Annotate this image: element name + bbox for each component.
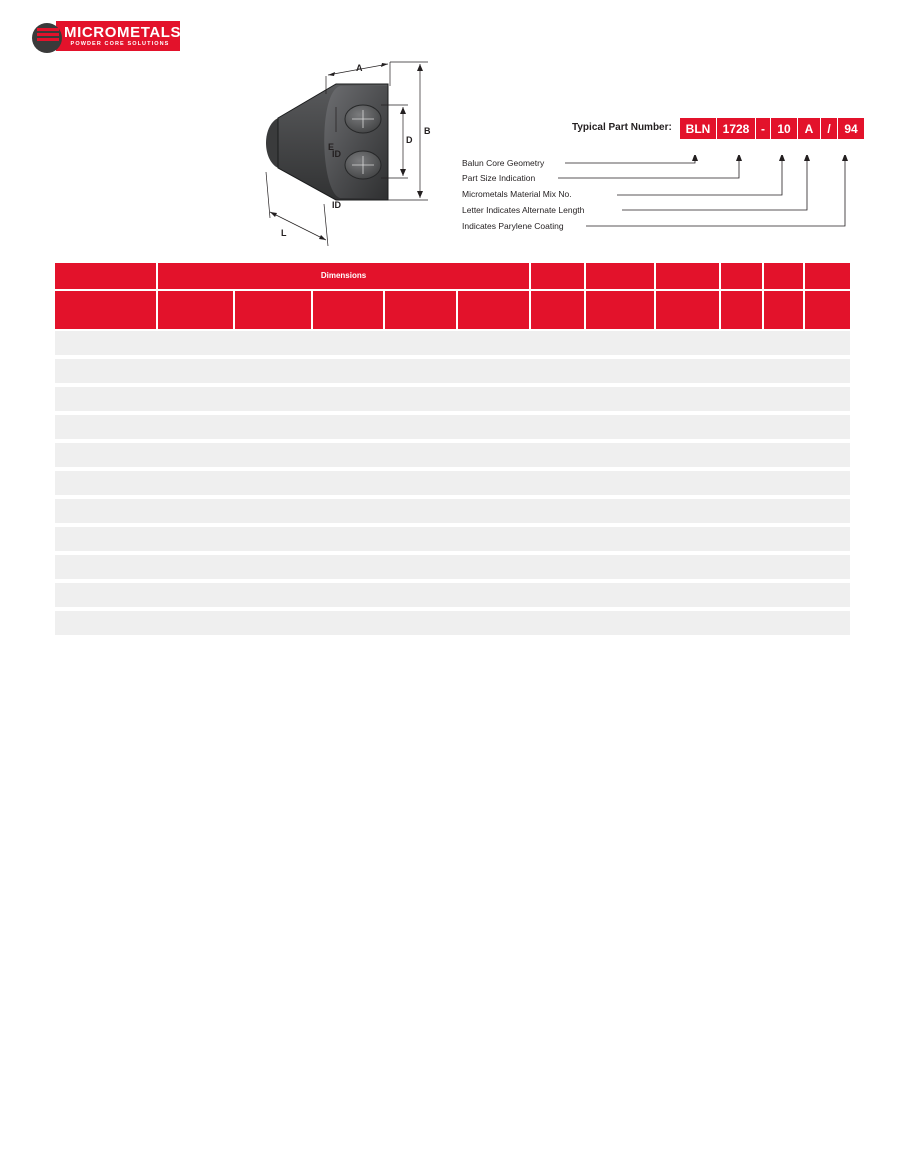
cell: [55, 527, 158, 551]
cell: [313, 555, 385, 579]
cell: [158, 359, 235, 383]
cell: [385, 387, 458, 411]
pn-segment-length-letter: A: [798, 118, 821, 139]
cell: [55, 387, 158, 411]
part-number-box: [679, 117, 865, 140]
cell: [805, 443, 850, 467]
cell: [586, 499, 656, 523]
cell: [656, 471, 721, 495]
th-group-c5: [764, 263, 805, 291]
cell: [586, 583, 656, 607]
cell: [385, 359, 458, 383]
cell: [586, 555, 656, 579]
cell: [721, 443, 764, 467]
callout-coating: Indicates Parylene Coating: [462, 221, 564, 231]
cell: [235, 415, 313, 439]
cell: [805, 583, 850, 607]
cell: [764, 331, 805, 355]
cell: [458, 443, 531, 467]
cell: [531, 471, 586, 495]
cell: [531, 331, 586, 355]
cell: [235, 471, 313, 495]
cell: [764, 359, 805, 383]
cell: [458, 359, 531, 383]
cell: [764, 611, 805, 635]
cell: [586, 415, 656, 439]
cell: [235, 359, 313, 383]
cell: [235, 555, 313, 579]
cell: [235, 443, 313, 467]
cell: [158, 443, 235, 467]
cell: [385, 611, 458, 635]
cell: [586, 471, 656, 495]
cell: [458, 331, 531, 355]
cell: [656, 555, 721, 579]
th-col-2: [235, 291, 313, 331]
cell: [531, 443, 586, 467]
cell: [721, 415, 764, 439]
pn-segment-coating: 94: [844, 121, 858, 136]
table-row[interactable]: [55, 611, 850, 635]
table-header-group-row: [55, 263, 850, 291]
pn-segment-dash: -: [756, 118, 771, 139]
table-row[interactable]: [55, 527, 850, 551]
th-col-6: [531, 291, 586, 331]
table-header-row: [55, 291, 850, 331]
cell: [586, 611, 656, 635]
cell: [458, 499, 531, 523]
dim-label-d: D: [406, 135, 413, 145]
balun-core-drawing: [248, 50, 448, 250]
cell: [55, 471, 158, 495]
cell: [764, 471, 805, 495]
cell: [721, 387, 764, 411]
cell: [764, 527, 805, 551]
cell: [385, 331, 458, 355]
logo-tagline: POWDER CORE SOLUTIONS: [70, 41, 170, 47]
cell: [313, 359, 385, 383]
th-group-c3: [656, 263, 721, 291]
cell: [721, 527, 764, 551]
cell: [586, 359, 656, 383]
cell: [235, 331, 313, 355]
cell: [158, 555, 235, 579]
callout-length: Letter Indicates Alternate Length: [462, 205, 585, 215]
th-col-11: [805, 291, 850, 331]
callout-leader-lines: [462, 155, 882, 247]
cell: [656, 443, 721, 467]
dim-label-e: E: [328, 142, 335, 152]
cell: [531, 583, 586, 607]
cell: [764, 443, 805, 467]
cell: [458, 471, 531, 495]
cell: [656, 611, 721, 635]
cell: [313, 415, 385, 439]
pn-segment-slash: /: [821, 118, 838, 139]
cell: [158, 499, 235, 523]
cell: [235, 583, 313, 607]
cell: [235, 611, 313, 635]
cell: [586, 527, 656, 551]
th-group-part-number: [55, 263, 158, 291]
cell: [531, 611, 586, 635]
th-col-9: [721, 291, 764, 331]
company-logo: [32, 19, 180, 55]
cell: [721, 499, 764, 523]
cell: [764, 583, 805, 607]
cell: [385, 527, 458, 551]
dim-label-a: A: [356, 63, 363, 73]
cell: [805, 387, 850, 411]
th-col-10: [764, 291, 805, 331]
cell: [805, 527, 850, 551]
specifications-table: [55, 263, 850, 635]
part-number-callouts: [462, 155, 882, 245]
cell: [531, 499, 586, 523]
cell: [55, 555, 158, 579]
cell: [385, 415, 458, 439]
table-body: [55, 331, 850, 635]
cell: [158, 331, 235, 355]
cell: [586, 331, 656, 355]
cell: [158, 611, 235, 635]
cell: [764, 499, 805, 523]
cell: [385, 471, 458, 495]
cell: [55, 611, 158, 635]
cell: [764, 387, 805, 411]
cell: [158, 387, 235, 411]
th-col-5: [458, 291, 531, 331]
callout-geometry: Balun Core Geometry: [462, 158, 545, 168]
th-col-4: [385, 291, 458, 331]
cell: [531, 527, 586, 551]
cell: [764, 555, 805, 579]
cell: [458, 387, 531, 411]
dim-label-id-bottom: ID: [332, 200, 341, 210]
cell: [313, 527, 385, 551]
cell: [55, 415, 158, 439]
cell: [656, 499, 721, 523]
balun-core-svg: [248, 50, 448, 250]
cell: [158, 415, 235, 439]
table-row[interactable]: [55, 443, 850, 467]
cell: [721, 471, 764, 495]
th-col-3: [313, 291, 385, 331]
cell: [805, 611, 850, 635]
cell: [656, 387, 721, 411]
dim-label-id-top: ID: [332, 149, 341, 159]
cell: [313, 443, 385, 467]
cell: [385, 499, 458, 523]
cell: [805, 471, 850, 495]
cell: [313, 331, 385, 355]
cell: [656, 359, 721, 383]
cell: [721, 359, 764, 383]
cell: [805, 499, 850, 523]
table-row[interactable]: [55, 555, 850, 579]
th-col-1: [158, 291, 235, 331]
cell: [55, 499, 158, 523]
th-col-0: [55, 291, 158, 331]
cell: [313, 499, 385, 523]
cell: [531, 555, 586, 579]
cell: [158, 583, 235, 607]
cell: [721, 611, 764, 635]
table-row[interactable]: [55, 415, 850, 439]
pn-segment-geometry: BLN: [680, 118, 717, 139]
cell: [55, 359, 158, 383]
cell: [531, 387, 586, 411]
table-row[interactable]: [55, 331, 850, 355]
cell: [313, 471, 385, 495]
cell: [158, 471, 235, 495]
cell: [385, 583, 458, 607]
table-row[interactable]: [55, 471, 850, 495]
dim-label-b: B: [424, 126, 431, 136]
cell: [531, 359, 586, 383]
callout-mix: Micrometals Material Mix No.: [462, 189, 572, 199]
cell: [721, 583, 764, 607]
cell: [586, 443, 656, 467]
cell: [805, 415, 850, 439]
cell: [721, 331, 764, 355]
cell: [531, 415, 586, 439]
cell: [385, 443, 458, 467]
cell: [586, 387, 656, 411]
th-group-c4: [721, 263, 764, 291]
th-group-dimensions: Dimensions: [158, 263, 531, 291]
cell: [313, 387, 385, 411]
th-group-c2: [586, 263, 656, 291]
cell: [656, 583, 721, 607]
cell: [656, 527, 721, 551]
cell: [656, 331, 721, 355]
cell: [55, 331, 158, 355]
table-row[interactable]: [55, 583, 850, 607]
cell: [805, 359, 850, 383]
th-col-7: [586, 291, 656, 331]
logo-disc-icon: [32, 23, 62, 53]
cell: [458, 415, 531, 439]
pn-segment-size: 1728: [717, 118, 756, 139]
cell: [385, 555, 458, 579]
cell: [805, 331, 850, 355]
callout-size: Part Size Indication: [462, 173, 536, 183]
cell: [721, 555, 764, 579]
cell: [458, 611, 531, 635]
table-row[interactable]: [55, 359, 850, 383]
table-row[interactable]: [55, 499, 850, 523]
cell: [764, 415, 805, 439]
cell: [313, 611, 385, 635]
cell: [158, 527, 235, 551]
cell: [313, 583, 385, 607]
pn-segment-mix: 10: [771, 118, 798, 139]
part-number-title: Typical Part Number:: [572, 122, 672, 133]
cell: [458, 583, 531, 607]
dim-label-l: L: [281, 228, 287, 238]
table-row[interactable]: [55, 387, 850, 411]
cell: [458, 555, 531, 579]
logo-name: MICROMETALS: [64, 24, 182, 41]
cell: [235, 527, 313, 551]
th-col-8: [656, 291, 721, 331]
th-group-c1: [531, 263, 586, 291]
cell: [458, 527, 531, 551]
cell: [805, 555, 850, 579]
th-group-c6: [805, 263, 850, 291]
cell: [235, 499, 313, 523]
cell: [55, 583, 158, 607]
cell: [656, 415, 721, 439]
cell: [235, 387, 313, 411]
cell: [55, 443, 158, 467]
